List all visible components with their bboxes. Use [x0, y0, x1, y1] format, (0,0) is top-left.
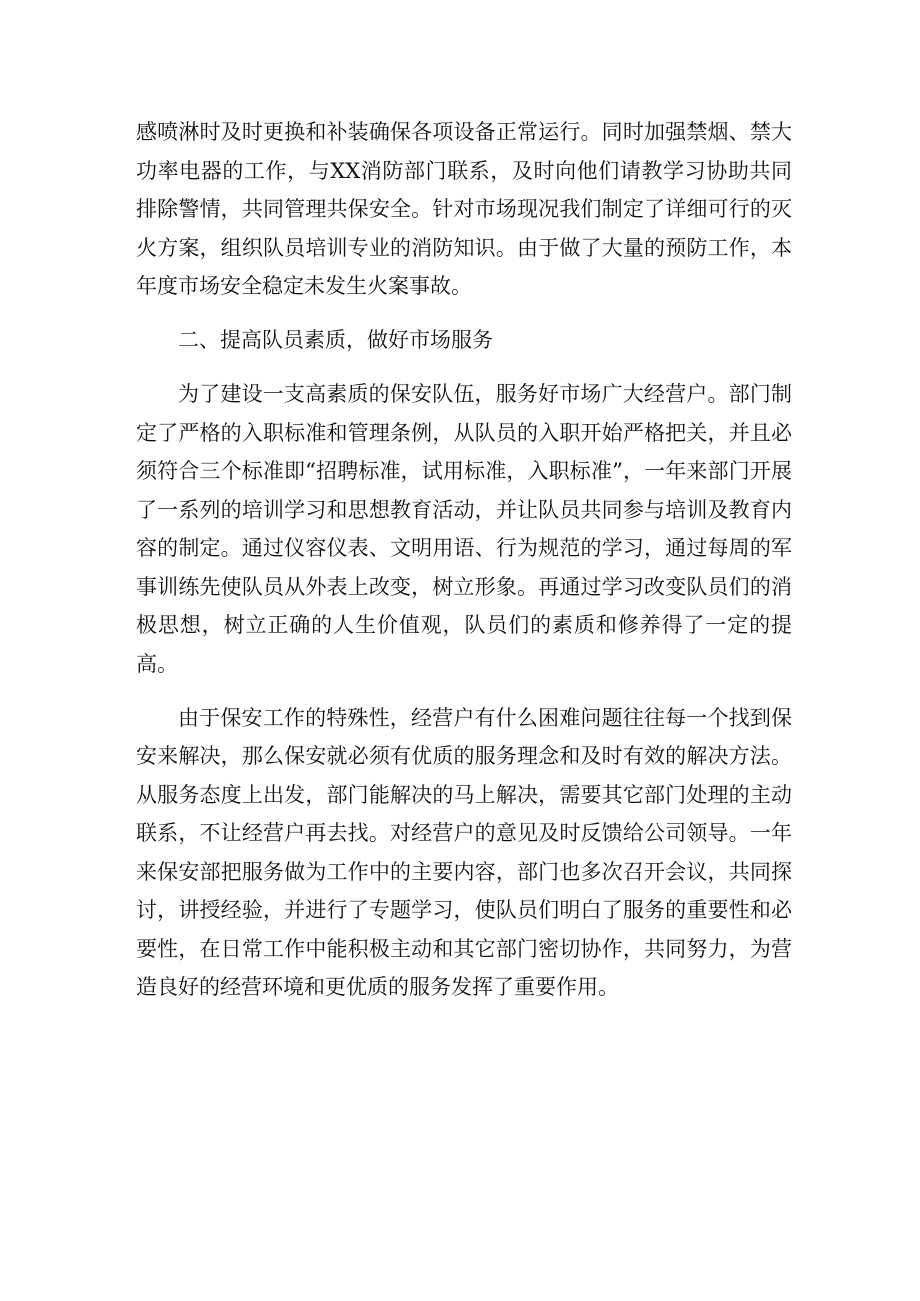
- paragraph-fire-safety-continued: 感喷淋时及时更换和补装确保各项设备正常运行。同时加强禁烟、禁大功率电器的工作，与XX消防部门联系，及时向他们请教学习协助共同排除警情，共同管理共保安全。针对市场现况我们制定了详细可行的灭火方案，组织队员培训专业的消防知识。由于做了大量的预防工作，本年度市场安全稳定未发生火案事故。: [136, 120, 792, 298]
- paragraph-service: 由于保安工作的特殊性，经营户有什么困难问题往往每一个找到保安来解决，那么保安就必须有优质的服务理念和及时有效的解决方法。从服务态度上出发，部门能解决的马上解决，需要其它部门处理的主动联系，不让经营户再去找。对经营户的意见及时反馈给公司领导。一年来保安部把服务做为工作中的主要内容，部门也多次召开会议，共同探讨，讲授经验，并进行了专题学习，使队员们明白了服务的重要性和必要性，在日常工作中能积极主动和其它部门密切协作，共同努力，为营造良好的经营环境和更优质的服务发挥了重要作用。: [136, 705, 792, 999]
- paragraph-team-building: 为了建设一支高素质的保安队伍，服务好市场广大经营户。部门制定了严格的入职标准和管理条例，从队员的入职开始严格把关，并且必须符合三个标准即“招聘标准，试用标准，入职标准”，一年来部门开展了一系列的培训学习和思想教育活动，并让队员共同参与培训及教育内容的制定。通过仪容仪表、文明用语、行为规范的学习，通过每周的军事训练先使队员从外表上改变，树立形象。再通过学习改变队员们的消极思想，树立正确的人生价值观，队员们的素质和修养得了一定的提高。: [136, 382, 792, 676]
- document-body: [136, 113, 792, 1022]
- section-heading-team-quality: 二、提高队员素质，做好市场服务: [178, 328, 493, 352]
